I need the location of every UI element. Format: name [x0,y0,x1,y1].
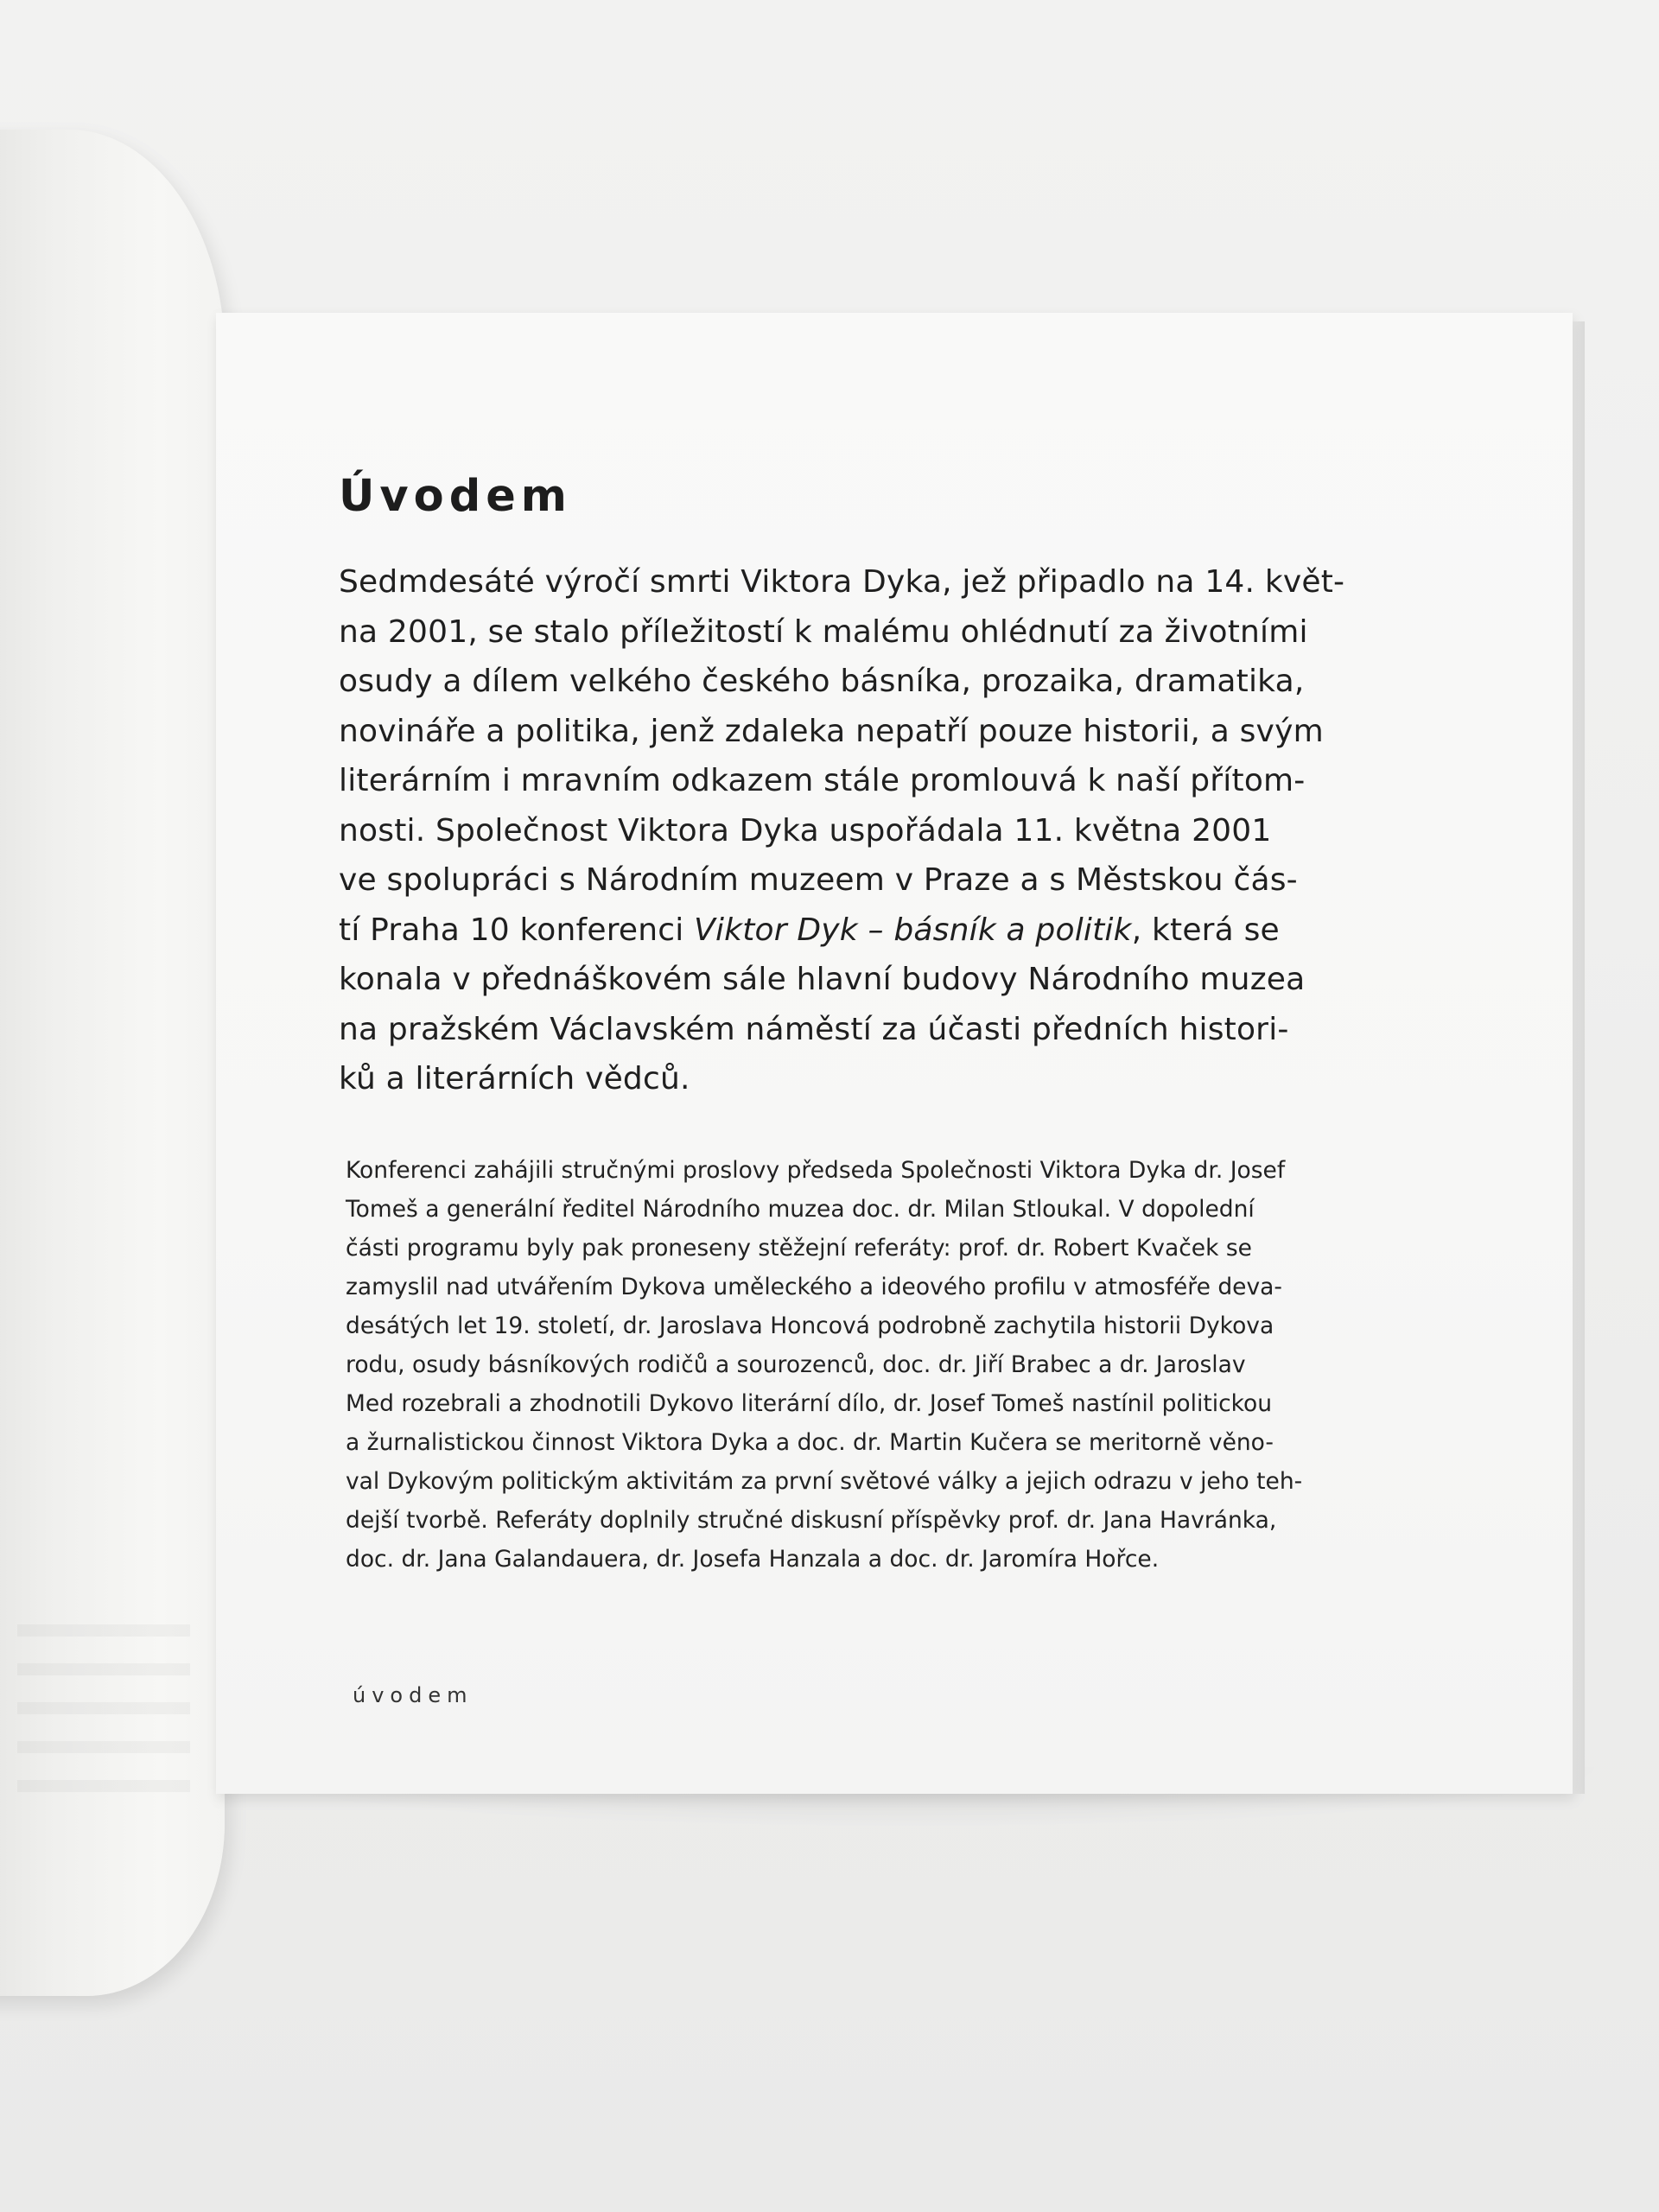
lead-line: konala v přednáškovém sále hlavní budovy Národního muzea [339,962,1306,997]
lead-line: osudy a dílem velkého českého básníka, prozaika, dramatika, [339,664,1305,699]
page-heading: Úvodem [339,471,572,522]
lead-line: ve spolupráci s Národním muzeem v Praze a s Městskou čás- [339,862,1298,898]
conference-title: Viktor Dyk – básník a politik [694,912,1132,948]
body-line: desátých let 19. století, dr. Jaroslava Honcová podrobně zachytila historii Dykova [346,1313,1274,1339]
lead-line: ků a literárních vědců. [339,1061,690,1096]
body-line: zamyslil nad utvářením Dykova uměleckého a ideového profilu v atmosféře deva- [346,1274,1282,1300]
lead-line: novináře a politika, jenž zdaleka nepatří pouze historii, a svým [339,713,1324,749]
lead-line-end: , která se [1131,912,1280,948]
left-page-bleed-text [17,1624,190,1797]
lead-line: Sedmdesáté výročí smrti Viktora Dyka, jež připadlo na 14. květ- [339,564,1345,600]
body-paragraph [346,1151,1408,1579]
body-line: doc. dr. Jana Galandauera, dr. Josefa Hanzala a doc. dr. Jaromíra Hořce. [346,1546,1160,1573]
body-line: části programu byly pak proneseny stěžejní referáty: prof. dr. Robert Kvaček se [346,1235,1252,1262]
lead-line: na pražském Václavském náměstí za účasti předních histori- [339,1011,1289,1047]
lead-paragraph [339,557,1410,1104]
body-line: a žurnalistickou činnost Viktora Dyka a doc. dr. Martin Kučera se meritorně věno- [346,1429,1274,1456]
body-line: dejší tvorbě. Referáty doplnily stručné diskusní příspěvky prof. dr. Jana Havránka, [346,1507,1277,1534]
body-line: Tomeš a generální ředitel Národního muzea doc. dr. Milan Stloukal. V dopolední [346,1196,1255,1223]
lead-line: na 2001, se stalo příležitostí k malému ohlédnutí za životními [339,613,1308,650]
running-footer: úvodem [353,1683,474,1707]
body-line: rodu, osudy básníkových rodičů a sourozenců, doc. dr. Jiří Brabec a dr. Jaroslav [346,1351,1246,1378]
body-line: Konferenci zahájili stručnými proslovy předseda Společnosti Viktora Dyka dr. Josef [346,1157,1286,1184]
lead-line: literárním i mravním odkazem stále promlouvá k naší přítom- [339,763,1306,798]
lead-line: nosti. Společnost Viktora Dyka uspořádala 11. května 2001 [339,812,1272,849]
left-page-curl [0,130,225,1996]
body-line: val Dykovým politickým aktivitám za první světové války a jejich odrazu v jeho teh- [346,1468,1303,1495]
lead-line-with-title [339,906,1410,956]
page-edge [1573,321,1585,1794]
body-line: Med rozebrali a zhodnotili Dykovo literární dílo, dr. Josef Tomeš nastínil politickou [346,1390,1273,1417]
lead-line-start: tí Praha 10 konferenci [339,912,695,948]
